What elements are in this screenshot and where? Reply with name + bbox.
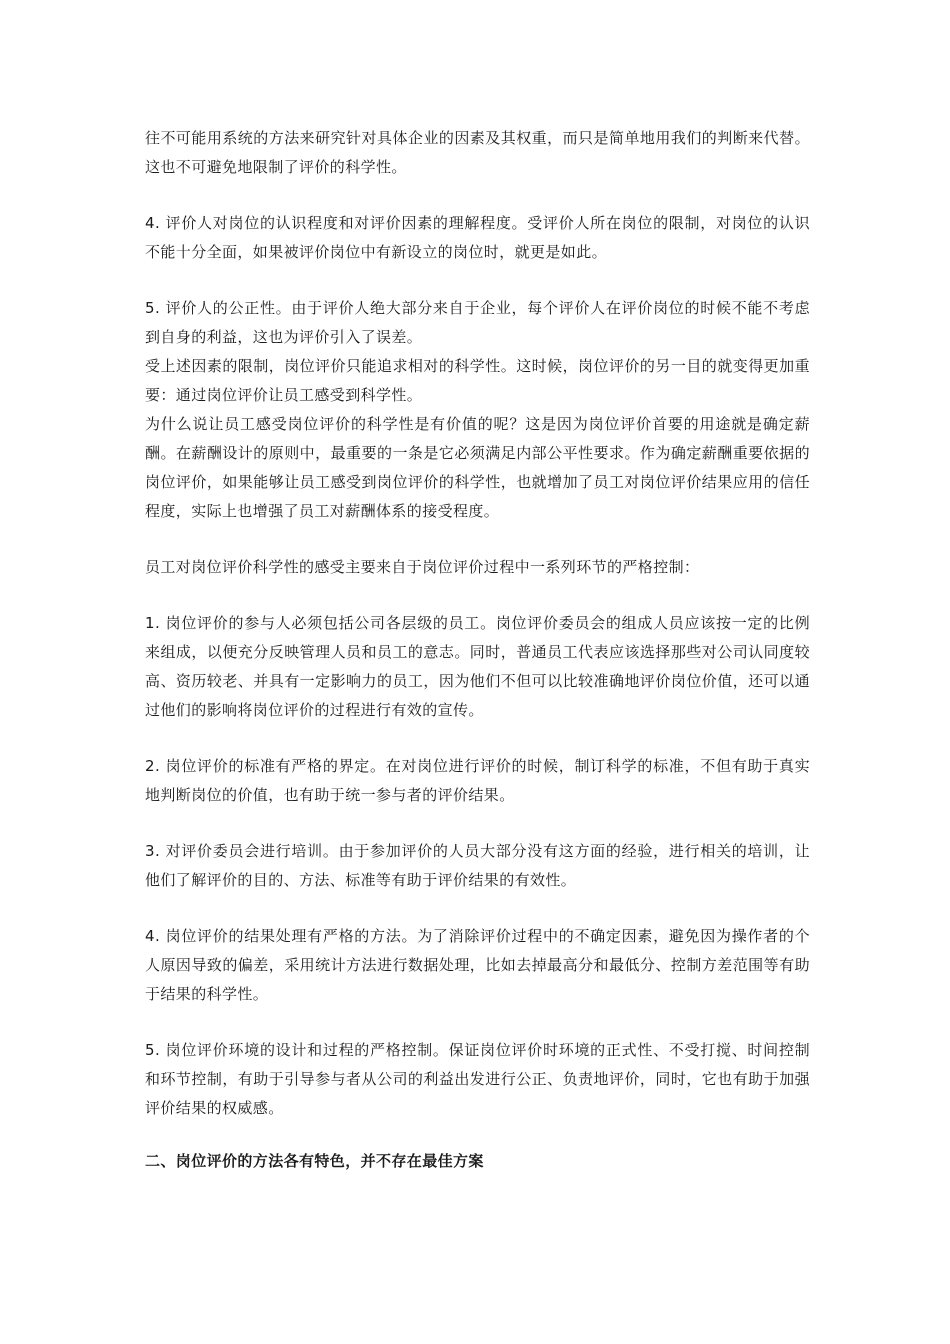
paragraph-control-1-participants: 1. 岗位评价的参与人必须包括公司各层级的员工。岗位评价委员会的组成人员应该按一定的比例来组成，以便充分反映管理人员和员工的意志。同时，普通员工代表应该选择那些对公司认同度较高、资历较老、并具有一定影响力的员工，因为他们不但可以比较准确地评价岗位价值，还可以通过他们的影响将岗位评价的过程进行有效的宣传。 — [145, 614, 810, 719]
paragraph-why-valuable: 为什么说让员工感受岗位评价的科学性是有价值的呢？这是因为岗位评价首要的用途就是确定薪酬。在薪酬设计的原则中，最重要的一条是它必须满足内部公平性要求。作为确定薪酬重要依据的岗位评价，如果能够让员工感受到岗位评价的科学性，也就增加了员工对岗位评价结果应用的信任程度，实际上也增强了员工对薪酬体系的接受程度。 — [145, 415, 810, 520]
paragraph-control-3-training: 3. 对评价委员会进行培训。由于参加评价的人员大部分没有这方面的经验，进行相关的培训，让他们了解评价的目的、方法、标准等有助于评价结果的有效性。 — [145, 842, 810, 889]
paragraph-control-intro: 员工对岗位评价科学性的感受主要来自于岗位评价过程中一系列环节的严格控制： — [145, 558, 700, 576]
section-heading: 二、岗位评价的方法各有特色，并不存在最佳方案 — [145, 1152, 484, 1170]
paragraph-control-5-environment: 5. 岗位评价环境的设计和过程的严格控制。保证岗位评价时环境的正式性、不受打搅、时间控制和环节控制，有助于引导参与者从公司的利益出发进行公正、负责地评价，同时，它也有助于加强评价结果的权威感。 — [145, 1041, 810, 1117]
paragraph-point-4-evaluator-understanding: 4. 评价人对岗位的认识程度和对评价因素的理解程度。受评价人所在岗位的限制，对岗位的认识不能十分全面，如果被评价岗位中有新设立的岗位时，就更是如此。 — [145, 214, 810, 261]
paragraph-point-5-evaluator-fairness: 5. 评价人的公正性。由于评价人绝大部分来自于企业，每个评价人在评价岗位的时候不能不考虑到自身的利益，这也为评价引入了误差。 — [145, 299, 810, 346]
paragraph-intro-continued: 往不可能用系统的方法来研究针对具体企业的因素及其权重，而只是简单地用我们的判断来代替。这也不可避免地限制了评价的科学性。 — [145, 129, 810, 176]
paragraph-control-2-standards: 2. 岗位评价的标准有严格的界定。在对岗位进行评价的时候，制订科学的标准，不但有助于真实地判断岗位的价值，也有助于统一参与者的评价结果。 — [145, 757, 810, 804]
paragraph-control-4-result-processing: 4. 岗位评价的结果处理有严格的方法。为了消除评价过程中的不确定因素，避免因为操作者的个人原因导致的偏差，采用统计方法进行数据处理，比如去掉最高分和最低分、控制方差范围等有助于结果的科学性。 — [145, 927, 810, 1003]
paragraph-relative-scientific: 受上述因素的限制，岗位评价只能追求相对的科学性。这时候，岗位评价的另一目的就变得更加重要：通过岗位评价让员工感受到科学性。 — [145, 357, 810, 404]
document-page — [145, 124, 810, 1176]
